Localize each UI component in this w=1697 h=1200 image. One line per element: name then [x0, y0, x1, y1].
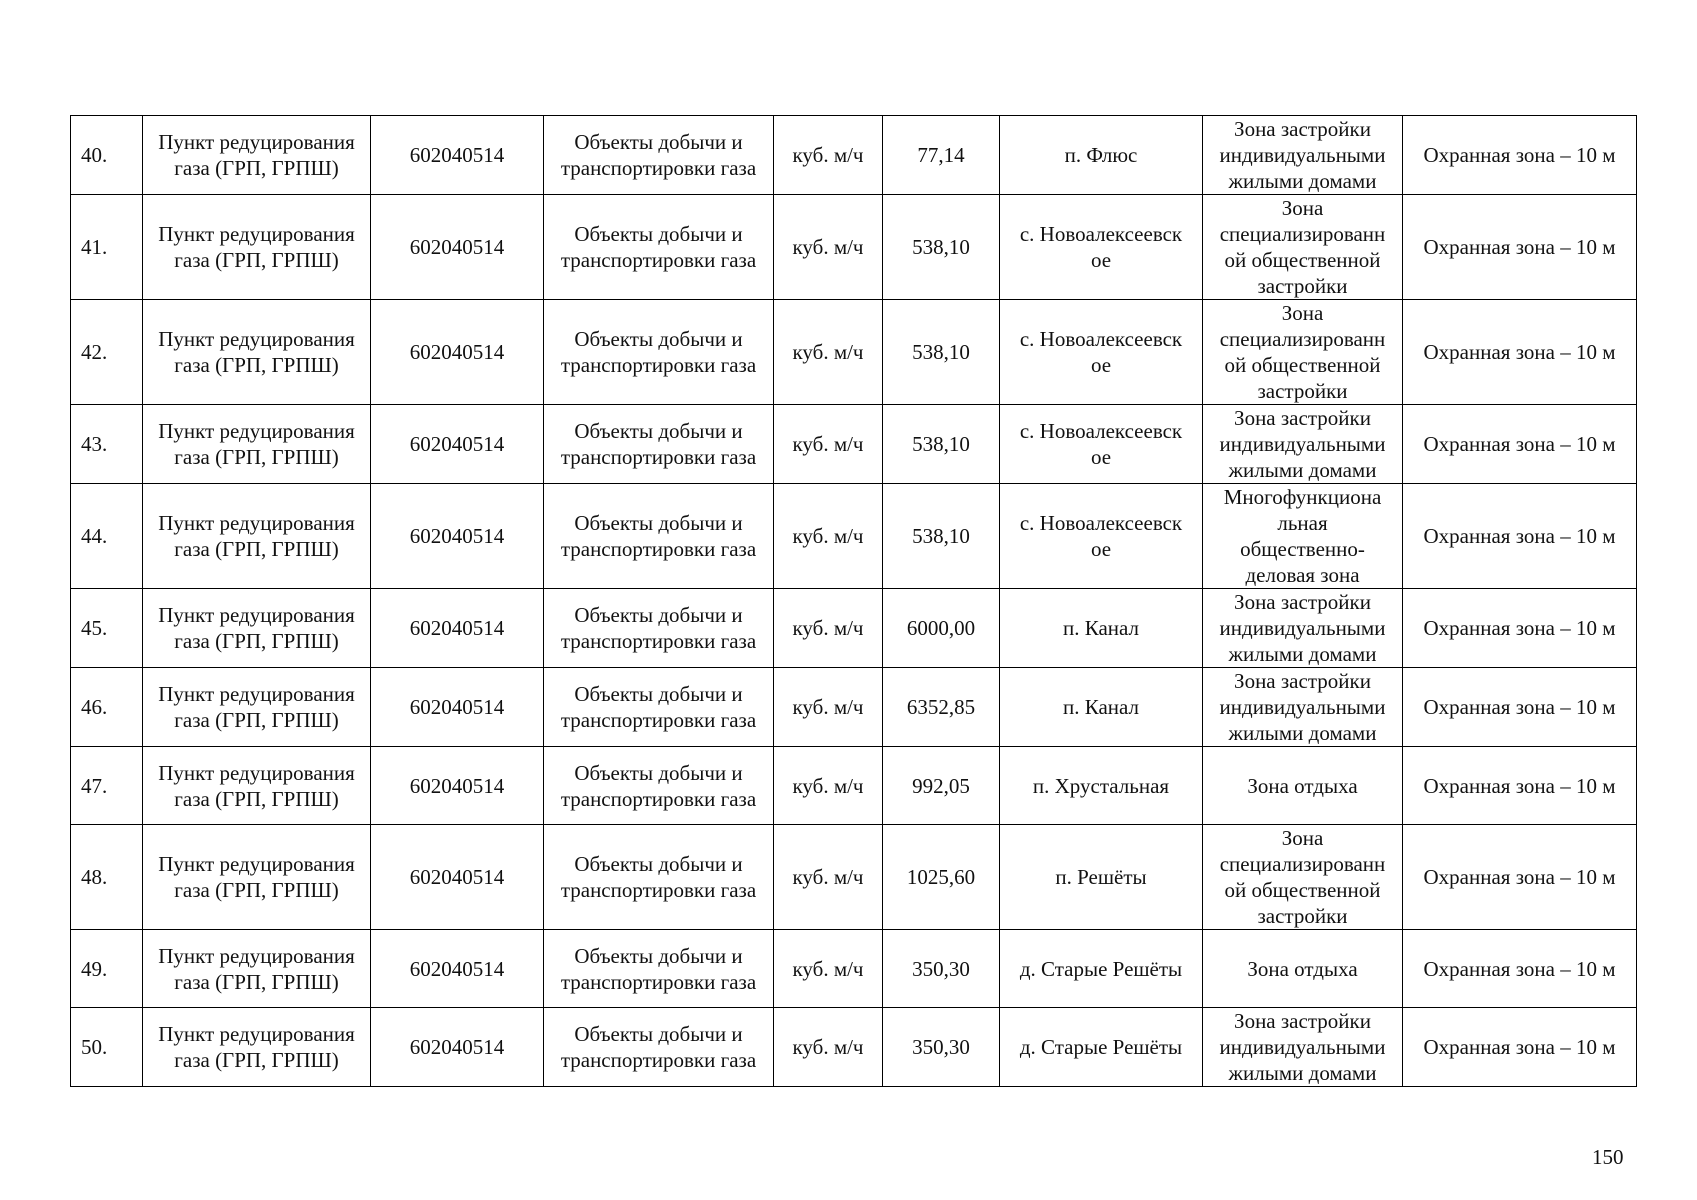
object-code-cell: 602040514: [371, 930, 544, 1008]
capacity-value-cell: 350,30: [883, 1008, 1000, 1087]
functional-zone-cell: Зона застройки индивидуальными жилыми домами: [1203, 1008, 1403, 1087]
row-number: 42.: [71, 300, 143, 405]
table-row: [71, 825, 1637, 930]
restriction-zone-cell: Охранная зона – 10 м: [1403, 116, 1637, 195]
object-code-cell: 602040514: [371, 116, 544, 195]
object-name-cell: Пункт редуцирования газа (ГРП, ГРПШ): [143, 589, 371, 668]
capacity-value-cell: 77,14: [883, 116, 1000, 195]
functional-zone-cell: Зона специализированн ой общественной застройки: [1203, 825, 1403, 930]
object-code-cell: 602040514: [371, 1008, 544, 1087]
object-code-cell: 602040514: [371, 195, 544, 300]
row-number: 44.: [71, 484, 143, 589]
unit-cell: куб. м/ч: [774, 930, 883, 1008]
capacity-value-cell: 1025,60: [883, 825, 1000, 930]
functional-zone-cell: Зона застройки индивидуальными жилыми домами: [1203, 405, 1403, 484]
row-number: 47.: [71, 747, 143, 825]
location-cell: д. Старые Решёты: [1000, 930, 1203, 1008]
capacity-value-cell: 992,05: [883, 747, 1000, 825]
location-cell: п. Канал: [1000, 668, 1203, 747]
restriction-zone-cell: Охранная зона – 10 м: [1403, 930, 1637, 1008]
location-cell: с. Новоалексеевск ое: [1000, 405, 1203, 484]
functional-zone-cell: Зона специализированн ой общественной застройки: [1203, 195, 1403, 300]
object-name-cell: Пункт редуцирования газа (ГРП, ГРПШ): [143, 930, 371, 1008]
object-category-cell: Объекты добычи и транспортировки газа: [544, 116, 774, 195]
restriction-zone-cell: Охранная зона – 10 м: [1403, 484, 1637, 589]
object-category-cell: Объекты добычи и транспортировки газа: [544, 825, 774, 930]
table-row: [71, 116, 1637, 195]
object-category-cell: Объекты добычи и транспортировки газа: [544, 668, 774, 747]
location-cell: п. Канал: [1000, 589, 1203, 668]
table-row: [71, 195, 1637, 300]
location-cell: с. Новоалексеевск ое: [1000, 484, 1203, 589]
object-category-cell: Объекты добычи и транспортировки газа: [544, 747, 774, 825]
object-code-cell: 602040514: [371, 405, 544, 484]
table-body: [71, 116, 1637, 1087]
object-name-cell: Пункт редуцирования газа (ГРП, ГРПШ): [143, 405, 371, 484]
capacity-value-cell: 6000,00: [883, 589, 1000, 668]
object-category-cell: Объекты добычи и транспортировки газа: [544, 195, 774, 300]
unit-cell: куб. м/ч: [774, 484, 883, 589]
object-category-cell: Объекты добычи и транспортировки газа: [544, 405, 774, 484]
object-code-cell: 602040514: [371, 747, 544, 825]
row-number: 45.: [71, 589, 143, 668]
restriction-zone-cell: Охранная зона – 10 м: [1403, 589, 1637, 668]
object-name-cell: Пункт редуцирования газа (ГРП, ГРПШ): [143, 116, 371, 195]
functional-zone-cell: Зона отдыха: [1203, 747, 1403, 825]
capacity-value-cell: 538,10: [883, 300, 1000, 405]
restriction-zone-cell: Охранная зона – 10 м: [1403, 825, 1637, 930]
object-category-cell: Объекты добычи и транспортировки газа: [544, 484, 774, 589]
capacity-value-cell: 538,10: [883, 484, 1000, 589]
row-number: 43.: [71, 405, 143, 484]
functional-zone-cell: Многофункциона льная общественно- деловая зона: [1203, 484, 1403, 589]
capacity-value-cell: 6352,85: [883, 668, 1000, 747]
location-cell: п. Решёты: [1000, 825, 1203, 930]
unit-cell: куб. м/ч: [774, 589, 883, 668]
object-code-cell: 602040514: [371, 825, 544, 930]
objects-table: [70, 115, 1637, 1087]
object-code-cell: 602040514: [371, 484, 544, 589]
object-name-cell: Пункт редуцирования газа (ГРП, ГРПШ): [143, 195, 371, 300]
row-number: 48.: [71, 825, 143, 930]
restriction-zone-cell: Охранная зона – 10 м: [1403, 668, 1637, 747]
row-number: 50.: [71, 1008, 143, 1087]
object-category-cell: Объекты добычи и транспортировки газа: [544, 300, 774, 405]
table-row: [71, 300, 1637, 405]
unit-cell: куб. м/ч: [774, 825, 883, 930]
page-number: 150: [1592, 1145, 1624, 1169]
location-cell: д. Старые Решёты: [1000, 1008, 1203, 1087]
object-code-cell: 602040514: [371, 300, 544, 405]
unit-cell: куб. м/ч: [774, 1008, 883, 1087]
table-row: [71, 484, 1637, 589]
object-name-cell: Пункт редуцирования газа (ГРП, ГРПШ): [143, 825, 371, 930]
object-name-cell: Пункт редуцирования газа (ГРП, ГРПШ): [143, 484, 371, 589]
unit-cell: куб. м/ч: [774, 195, 883, 300]
object-category-cell: Объекты добычи и транспортировки газа: [544, 589, 774, 668]
unit-cell: куб. м/ч: [774, 747, 883, 825]
restriction-zone-cell: Охранная зона – 10 м: [1403, 195, 1637, 300]
object-code-cell: 602040514: [371, 668, 544, 747]
table-row: [71, 405, 1637, 484]
location-cell: п. Флюс: [1000, 116, 1203, 195]
location-cell: с. Новоалексеевск ое: [1000, 300, 1203, 405]
unit-cell: куб. м/ч: [774, 300, 883, 405]
location-cell: п. Хрустальная: [1000, 747, 1203, 825]
capacity-value-cell: 538,10: [883, 405, 1000, 484]
object-name-cell: Пункт редуцирования газа (ГРП, ГРПШ): [143, 1008, 371, 1087]
object-code-cell: 602040514: [371, 589, 544, 668]
table-row: [71, 1008, 1637, 1087]
functional-zone-cell: Зона застройки индивидуальными жилыми домами: [1203, 116, 1403, 195]
functional-zone-cell: Зона застройки индивидуальными жилыми домами: [1203, 668, 1403, 747]
object-name-cell: Пункт редуцирования газа (ГРП, ГРПШ): [143, 747, 371, 825]
restriction-zone-cell: Охранная зона – 10 м: [1403, 405, 1637, 484]
object-category-cell: Объекты добычи и транспортировки газа: [544, 1008, 774, 1087]
object-name-cell: Пункт редуцирования газа (ГРП, ГРПШ): [143, 668, 371, 747]
restriction-zone-cell: Охранная зона – 10 м: [1403, 1008, 1637, 1087]
unit-cell: куб. м/ч: [774, 668, 883, 747]
functional-zone-cell: Зона специализированн ой общественной застройки: [1203, 300, 1403, 405]
capacity-value-cell: 350,30: [883, 930, 1000, 1008]
unit-cell: куб. м/ч: [774, 116, 883, 195]
table-row: [71, 589, 1637, 668]
location-cell: с. Новоалексеевск ое: [1000, 195, 1203, 300]
row-number: 41.: [71, 195, 143, 300]
row-number: 49.: [71, 930, 143, 1008]
table-row: [71, 668, 1637, 747]
row-number: 46.: [71, 668, 143, 747]
table-row: [71, 930, 1637, 1008]
object-category-cell: Объекты добычи и транспортировки газа: [544, 930, 774, 1008]
row-number: 40.: [71, 116, 143, 195]
restriction-zone-cell: Охранная зона – 10 м: [1403, 300, 1637, 405]
functional-zone-cell: Зона отдыха: [1203, 930, 1403, 1008]
capacity-value-cell: 538,10: [883, 195, 1000, 300]
table-row: [71, 747, 1637, 825]
functional-zone-cell: Зона застройки индивидуальными жилыми домами: [1203, 589, 1403, 668]
object-name-cell: Пункт редуцирования газа (ГРП, ГРПШ): [143, 300, 371, 405]
restriction-zone-cell: Охранная зона – 10 м: [1403, 747, 1637, 825]
unit-cell: куб. м/ч: [774, 405, 883, 484]
